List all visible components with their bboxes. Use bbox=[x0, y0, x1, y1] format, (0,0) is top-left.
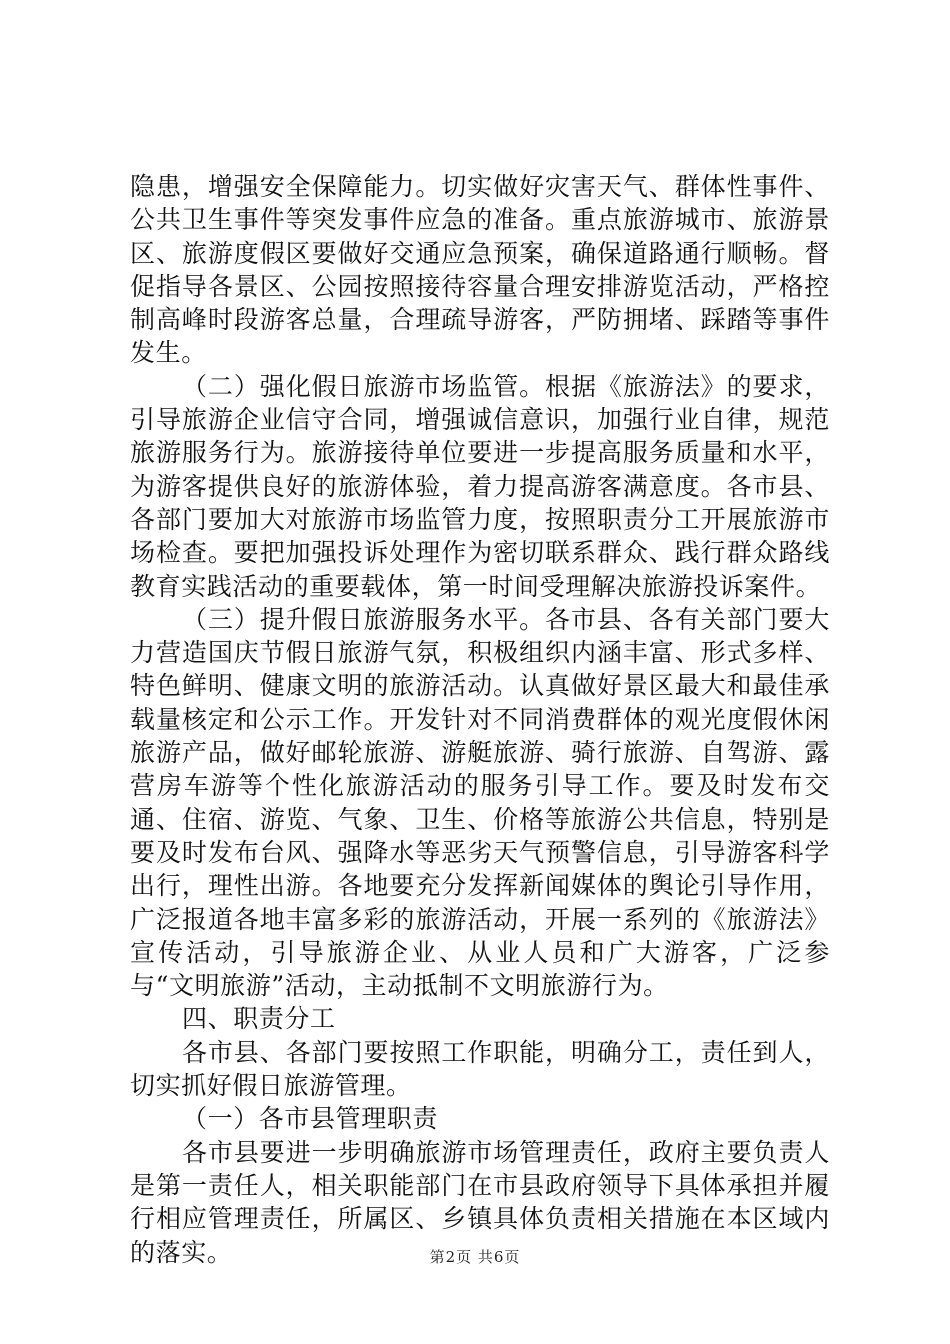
paragraph-division-of-work: 各市县、各部门要按照工作职能，明确分工，责任到人，切实抓好假日旅游管理。 bbox=[130, 1037, 830, 1101]
paragraph-county-duties: 各市县要进一步明确旅游市场管理责任，政府主要负责人是第一责任人，相关职能部门在市县政府领导下具体承担并履行相应管理责任，所属区、乡镇具体负责相关措施在本区域内的落实。 bbox=[130, 1137, 830, 1267]
subheading-county-duties: （一）各市县管理职责 bbox=[182, 1104, 439, 1134]
paragraph-continuation: 隐患，增强安全保障能力。切实做好灾害天气、群体性事件、公共卫生事件等突发事件应急的准备。重点旅游城市、旅游景区、旅游度假区要做好交通应急预案，确保道路通行顺畅。督促指导各景区、公园按照接待容量合理安排游览活动，严格控制高峰时段游客总量，合理疏导游客，严防拥堵、踩踏等事件发生。 bbox=[130, 172, 830, 368]
paragraph-service-level: （三）提升假日旅游服务水平。各市县、各有关部门要大力营造国庆节假日旅游气氛，积极组织内涵丰富、形式多样、特色鲜明、健康文明的旅游活动。认真做好景区最大和最佳承载量核定和公示工作。开发针对不同消费群体的观光度假休闲旅游产品，做好邮轮旅游、游艇旅游、骑行旅游、自驾游、露营房车游等个性化旅游活动的服务引导工作。要及时发布交通、住宿、游览、气象、卫生、价格等旅游公共信息，特别是要及时发布台风、强降水等恶劣天气预警信息，引导游客科学出行，理性出游。各地要充分发挥新闻媒体的舆论引导作用，广泛报道各地丰富多彩的旅游活动，开展一系列的《旅游法》宣传活动，引导旅游企业、从业人员和广大游客，广泛参与“文明旅游”活动，主动抵制不文明旅游行为。 bbox=[130, 604, 830, 1001]
page-number-footer: 第2页 共6页 bbox=[429, 1248, 521, 1266]
section-heading-responsibilities: 四、职责分工 bbox=[182, 1004, 336, 1034]
document-body bbox=[130, 170, 830, 1269]
paragraph-market-supervision: （二）强化假日旅游市场监管。根据《旅游法》的要求，引导旅游企业信守合同，增强诚信意识，加强行业自律，规范旅游服务行为。旅游接待单位要进一步提高服务质量和水平，为游客提供良好的旅游体验，着力提高游客满意度。各市县、各部门要加大对旅游市场监管力度，按照职责分工开展旅游市场检查。要把加强投诉处理作为密切联系群众、践行群众路线教育实践活动的重要载体，第一时间受理解决旅游投诉案件。 bbox=[130, 371, 830, 601]
